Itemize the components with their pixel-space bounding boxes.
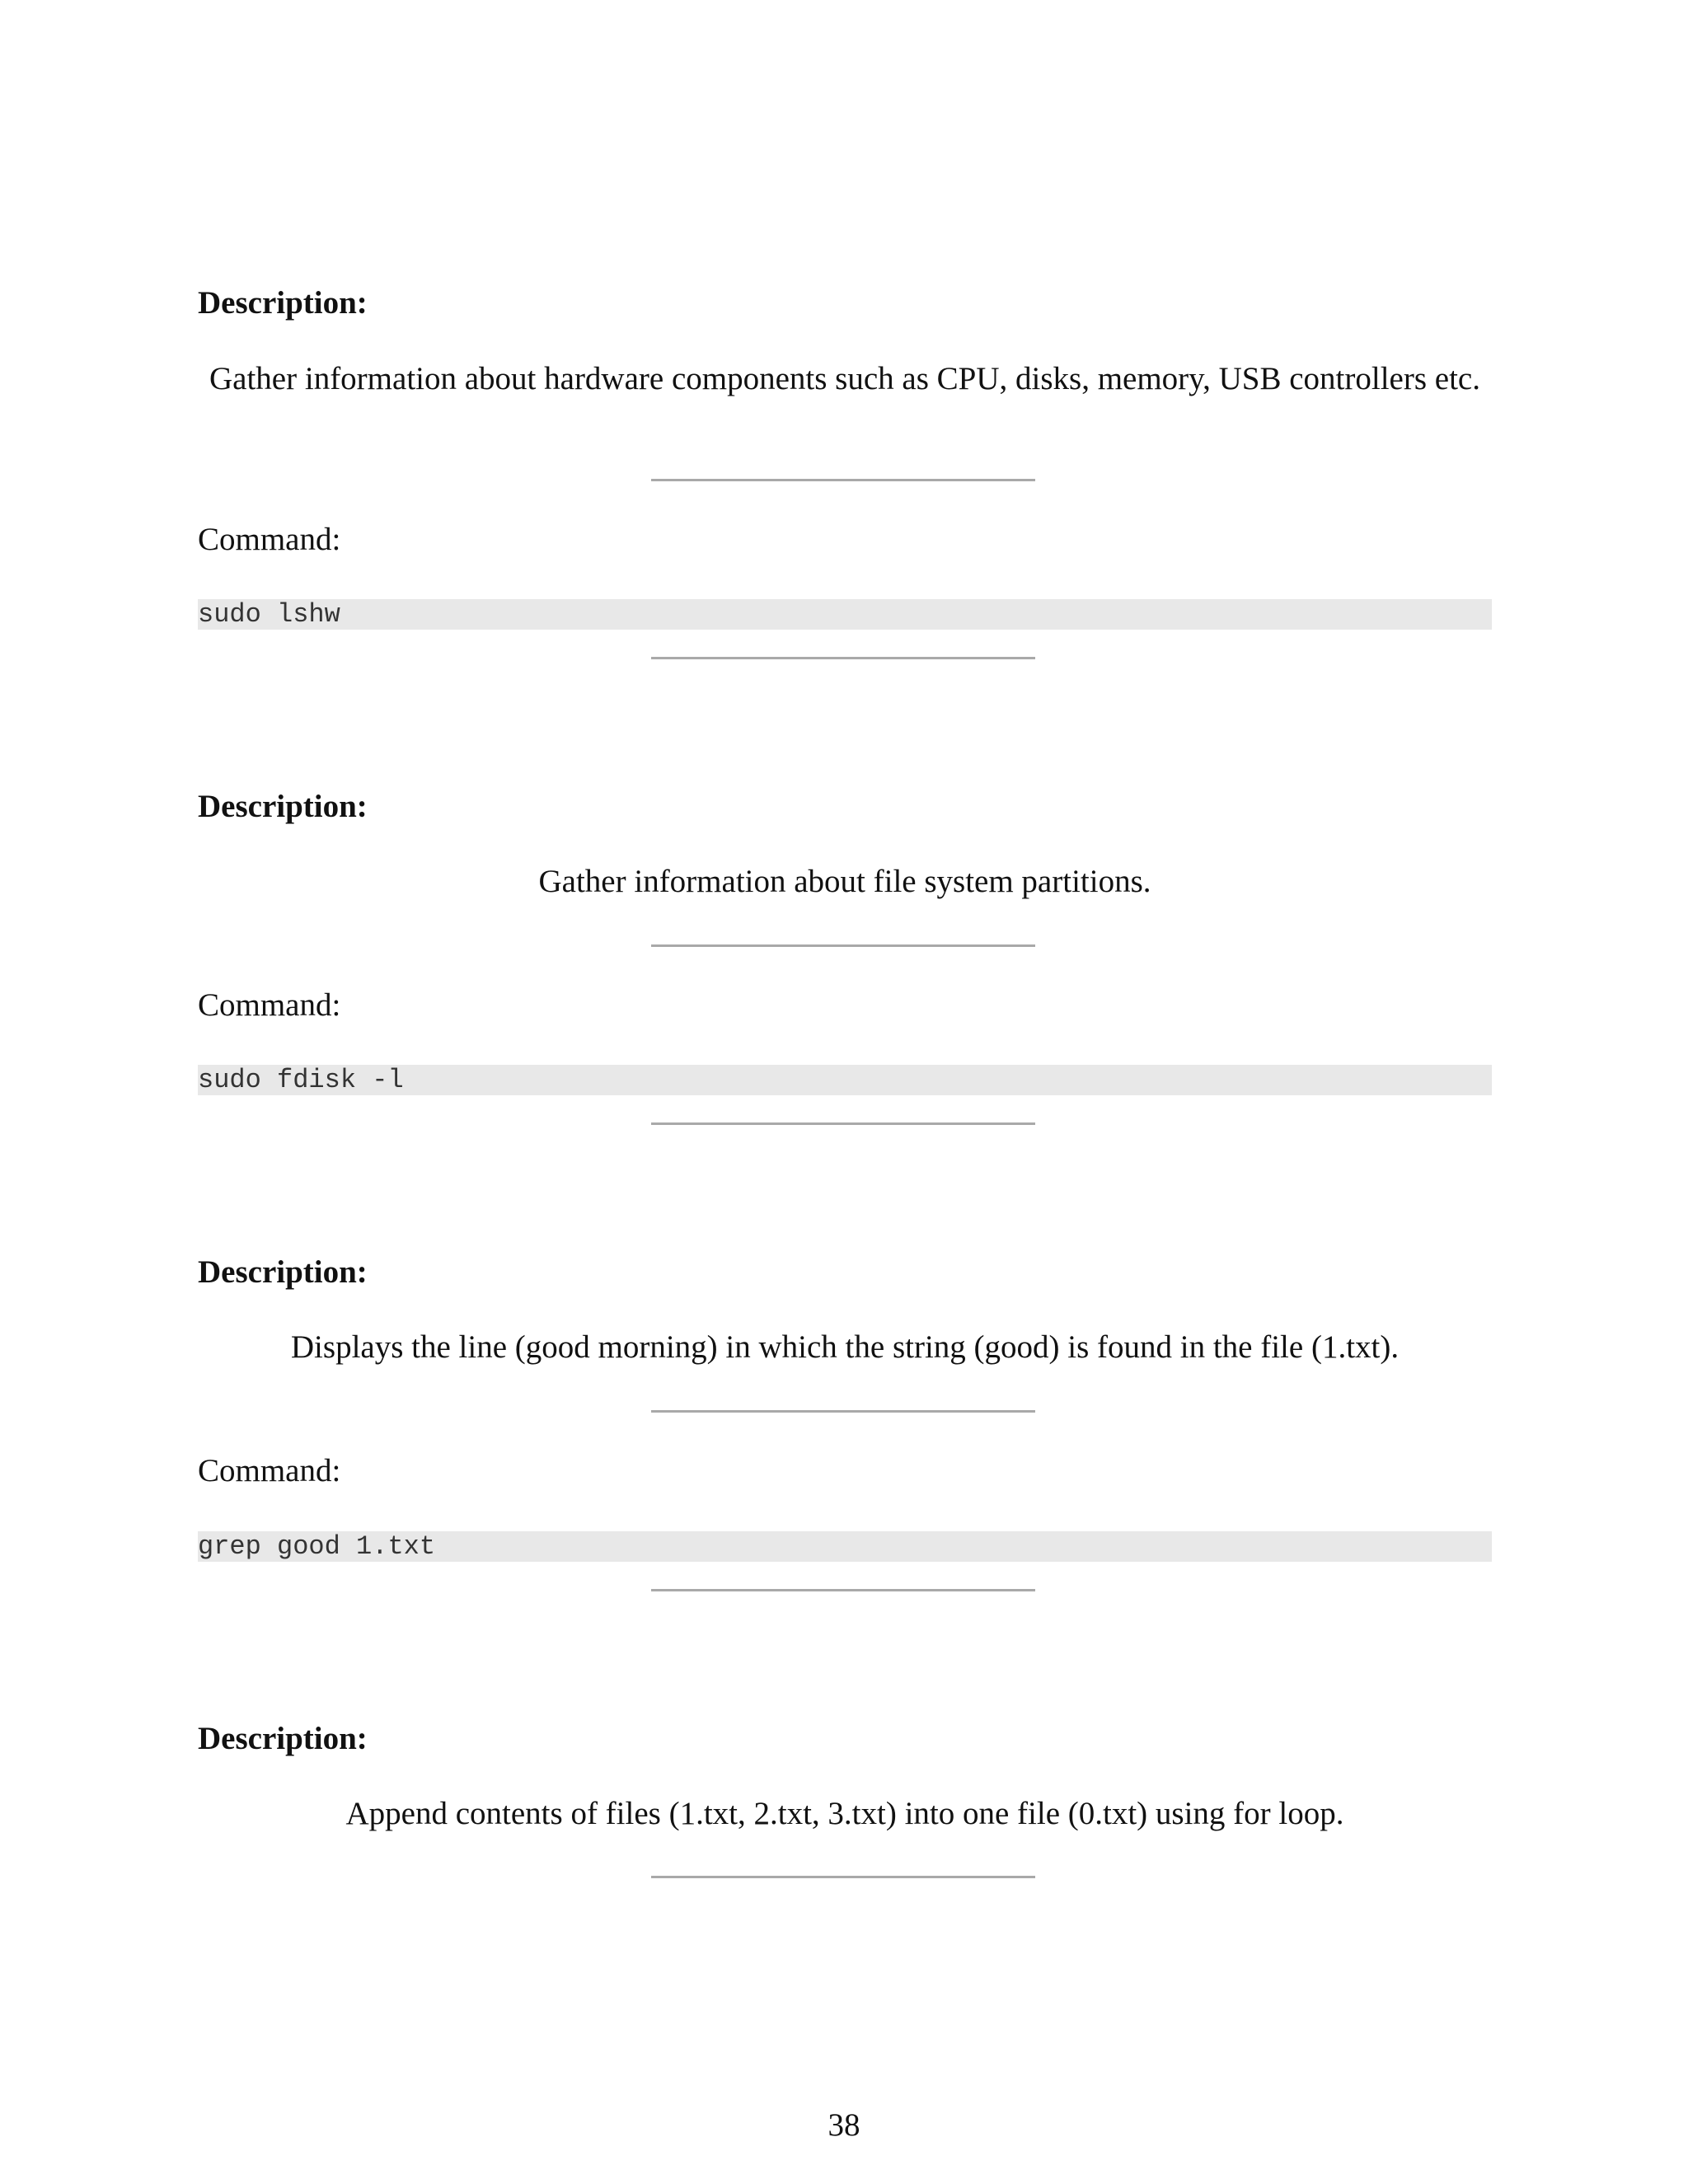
command-label: Command: bbox=[198, 987, 341, 1023]
description-text: Displays the line (good morning) in which the string (good) is found in the file (1.txt). bbox=[290, 1329, 1400, 1365]
command-code[interactable]: grep good 1.txt bbox=[198, 1531, 1492, 1562]
description-text: Append contents of files (1.txt, 2.txt, 3.txt) into one file (0.txt) using for loop. bbox=[345, 1796, 1344, 1831]
command-code[interactable]: sudo lshw bbox=[198, 599, 1492, 630]
separator-rule bbox=[651, 1122, 1035, 1125]
description-text: Gather information about file system partitions. bbox=[538, 864, 1151, 899]
page-number: 38 bbox=[828, 2107, 860, 2143]
description-text: Gather information about hardware components such as CPU, disks, memory, USB controllers etc. bbox=[209, 361, 1480, 396]
separator-rule bbox=[651, 944, 1035, 947]
separator-rule bbox=[651, 657, 1035, 659]
separator-rule bbox=[651, 479, 1035, 481]
separator-rule bbox=[651, 1589, 1035, 1591]
description-heading: Description: bbox=[198, 1721, 368, 1756]
separator-rule bbox=[651, 1876, 1035, 1878]
command-label: Command: bbox=[198, 522, 341, 557]
description-heading: Description: bbox=[198, 1254, 368, 1290]
description-heading: Description: bbox=[198, 285, 368, 321]
command-label: Command: bbox=[198, 1453, 341, 1488]
separator-rule bbox=[651, 1410, 1035, 1413]
command-code[interactable]: sudo fdisk -l bbox=[198, 1065, 1492, 1095]
description-heading: Description: bbox=[198, 789, 368, 824]
